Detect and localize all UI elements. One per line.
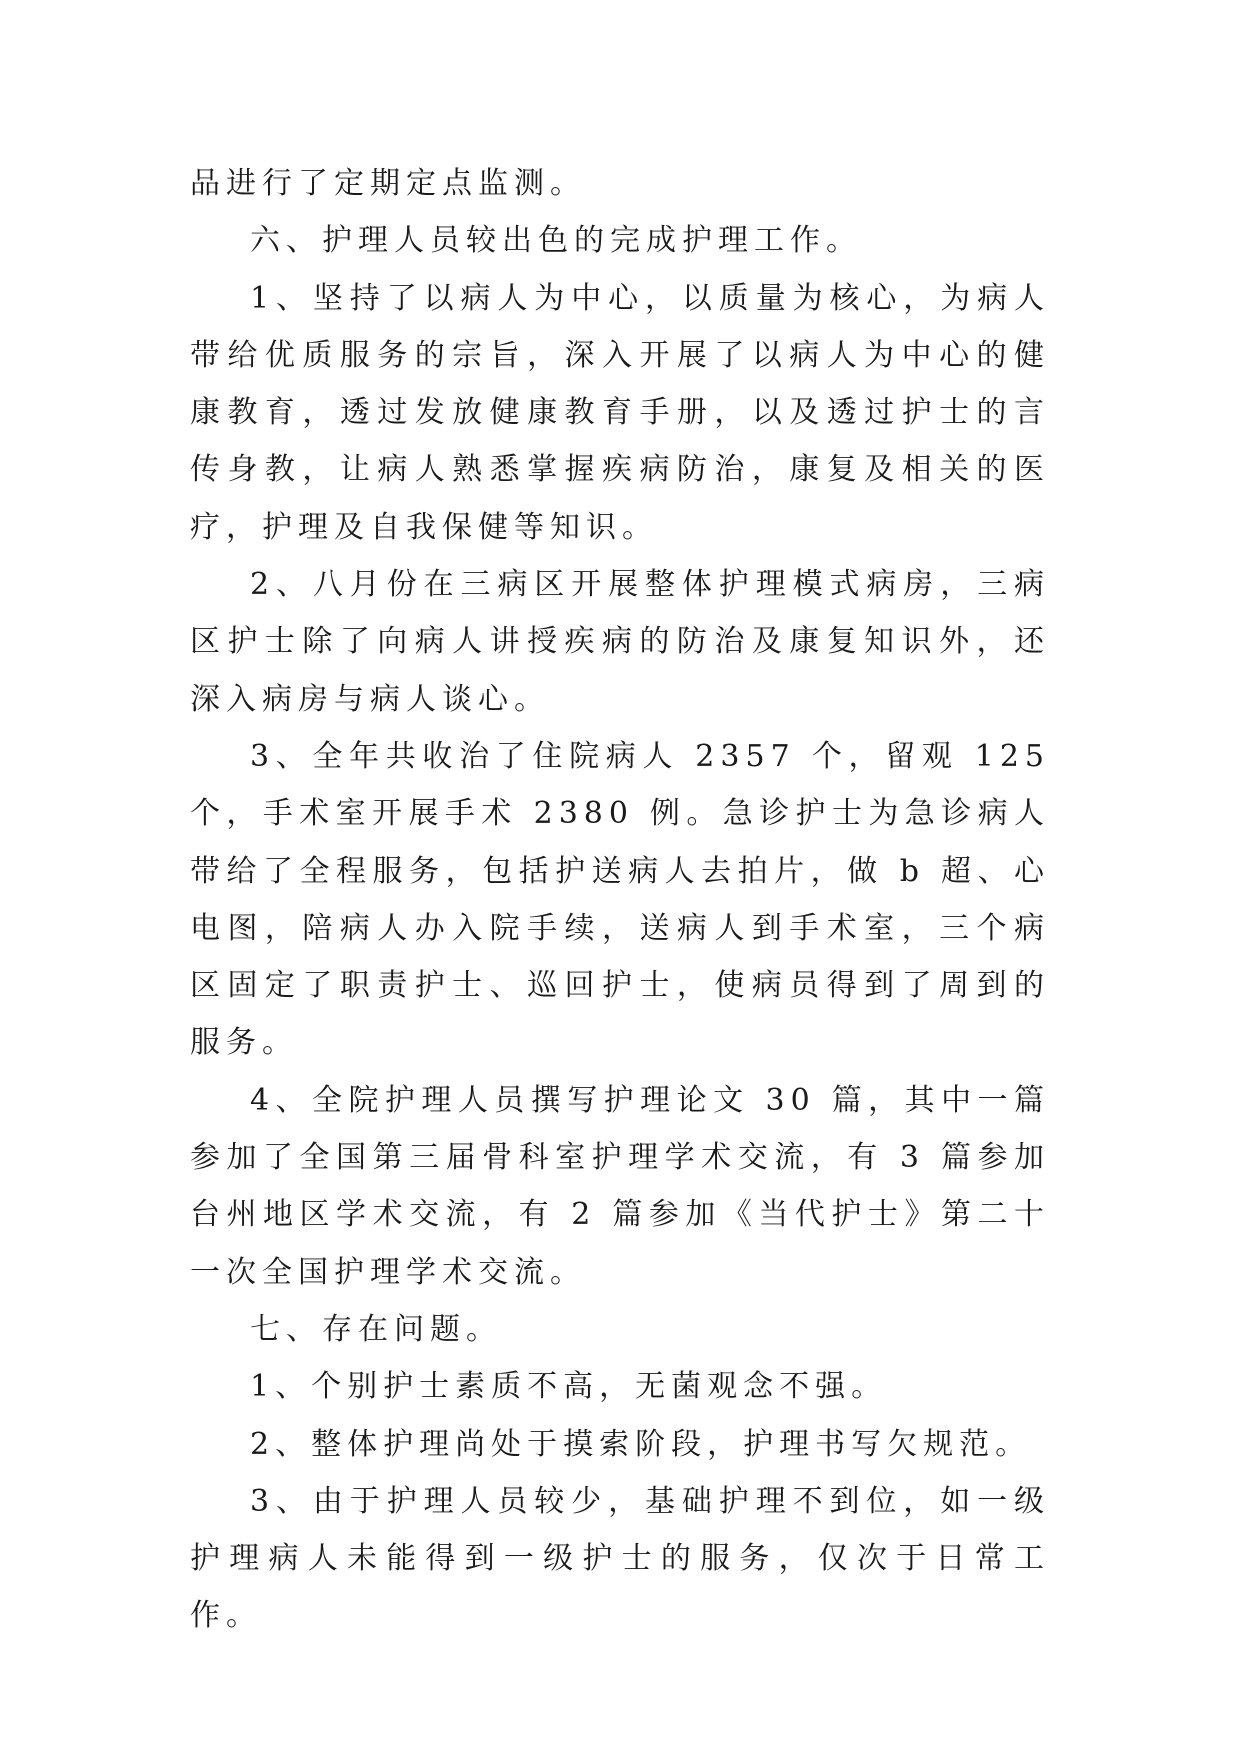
paragraph-six-1: 1、坚持了以病人为中心，以质量为核心，为病人带给优质服务的宗旨，深入开展了以病人为中心的健康教育，透过发放健康教育手册，以及透过护士的言传身教，让病人熟悉掌握疾病防治，康复及相关的医疗，护理及自我保健等知识。 [190,280,1050,545]
paragraph-seven-2: 2、整体护理尚处于摸索阶段，护理书写欠规范。 [250,1426,1032,1462]
paragraph-six-2: 2、八月份在三病区开展整体护理模式病房，三病区护士除了向病人讲授疾病的防治及康复知识外，还深入病房与病人谈心。 [190,567,1050,717]
paragraph-seven-3: 3、由于护理人员较少，基础护理不到位，如一级护理病人未能得到一级护士的服务，仅次于日常工作。 [190,1483,1050,1634]
paragraph-six-4: 4、全院护理人员撰写护理论文 30 篇，其中一篇参加了全国第三届骨科室护理学术交流，有 3 篇参加台州地区学术交流，有 2 篇参加《当代护士》第二十一次全国护理学术交流。 [190,1082,1050,1290]
paragraph-six-3: 3、全年共收治了住院病人 2357 个，留观 125 个，手术室开展手术 2380 例。急诊护士为急诊病人带给了全程服务，包括护送病人去拍片，做 b 超、心电图，陪病人办入院手续，送病人到手术室，三个病区固定了职责护士、巡回护士，使病员得到了周到的服务。 [190,738,1050,1061]
section-heading-seven: 七、存在问题。 [250,1311,502,1347]
paragraph-seven-1: 1、个别护士素质不高，无菌观念不强。 [250,1369,888,1405]
paragraph-continuation: 品进行了定期定点监测。 [190,166,586,201]
section-heading-six: 六、护理人员较出色的完成护理工作。 [250,223,862,259]
document-body [190,155,1050,1645]
